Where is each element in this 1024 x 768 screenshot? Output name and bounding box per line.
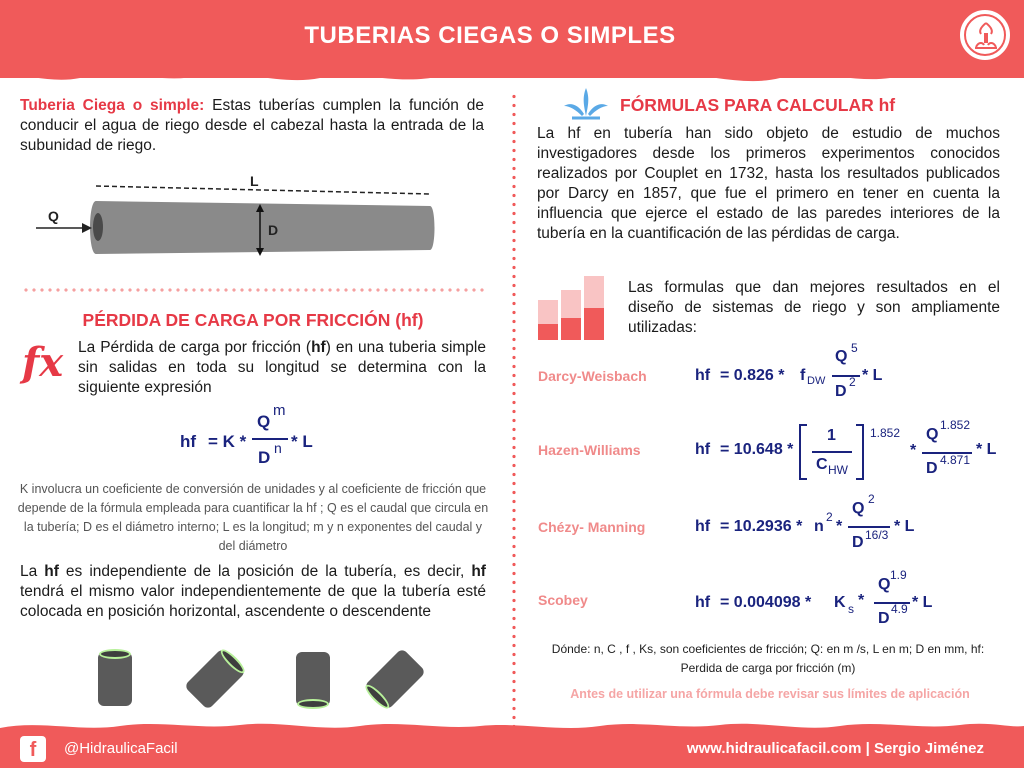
history-paragraph: La hf en tubería han sido objeto de estudio de muchos investigadores desde los primeros experimentos conocidos realizados por Couplet en 1732, hasta los resultados publicados por Darcy en 1857, que fue el primero en tener en cuenta la influencia que ejerce el estado de las paredes interiores de la tubería en la cuantificación de las pérdidas de carga. [537, 125, 1000, 242]
where-note: Dónde: n, C , f , Ks, son coeficientes de fricción; Q: en m /s, L en m; D en mm, hf: Perdida de carga por fricción (m) [551, 642, 985, 675]
fraction-bar [252, 438, 288, 440]
independence-paragraph: La hf es independiente de la posición de la tubería, es decir, hf tendrá el mismo valor independientemente de que la tubería esté colocada en posición horizontal, ascendente o descendente [20, 563, 486, 620]
brand-logo [958, 8, 1012, 62]
pipe-diagram [30, 170, 450, 270]
fx-icon: fx [22, 339, 64, 386]
pipe-tilted-reverse-icon [364, 648, 426, 710]
header-wave [0, 62, 1024, 92]
horizontal-divider [22, 288, 484, 292]
bracket-left [799, 424, 807, 480]
friction-section-title: PÉRDIDA DE CARGA POR FRICCIÓN (hf) [82, 310, 424, 330]
friction-paragraph: La Pérdida de carga por fricción (hf) en una tuberia simple sin salidas en toda su longitud se determina con la siguiente expresión [78, 339, 486, 396]
warning-note: Antes de utilizar una fórmula debe revisar sus límites de aplicación [570, 687, 970, 701]
vertical-divider [512, 92, 516, 728]
intro-term: Tuberia Ciega o simple: [20, 97, 205, 114]
intro-text: Estas tuberías cumplen la función de conducir el agua de riego desde el cabezal hasta la entrada de la subunidad de riego. [20, 97, 485, 154]
website-credit[interactable]: www.hidraulicafacil.com | Sergio Jiménez [686, 740, 984, 757]
formulas-section-title: FÓRMULAS PARA CALCULAR hf [620, 95, 896, 115]
label-Q: Q [48, 208, 59, 224]
water-splash-icon [562, 86, 610, 120]
social-handle[interactable]: @HidraulicaFacil [64, 740, 178, 757]
pipe-upright-icon [296, 652, 330, 706]
pipe-vertical-icon [98, 652, 132, 706]
sprinkler-icon [973, 21, 999, 51]
bracket-right [856, 424, 864, 480]
label-D: D [268, 222, 279, 238]
label-L: L [250, 173, 259, 189]
bar-chart-icon [536, 272, 606, 342]
pipe-tilted-icon [184, 648, 246, 710]
pipe-opening [93, 213, 103, 241]
length-line [96, 186, 430, 194]
best-formulas-paragraph: Las formulas que dan mejores resultados en el diseño de sistemas de riego y son ampliamente utilizadas: [628, 279, 1000, 336]
facebook-icon[interactable]: f [20, 736, 46, 762]
page-title: TUBERIAS CIEGAS O SIMPLES [304, 22, 676, 49]
formula-explanation: K involucra un coeficiente de conversión de unidades y al coeficiente de fricción que depende de la fórmula empleada para cuantificar la hf ; Q es el caudal que circula en la tubería; D es el diámetro interno; L es la longitud; m y n exponentes del caudal y del diámetro [17, 482, 489, 553]
intro-paragraph [20, 96, 484, 156]
